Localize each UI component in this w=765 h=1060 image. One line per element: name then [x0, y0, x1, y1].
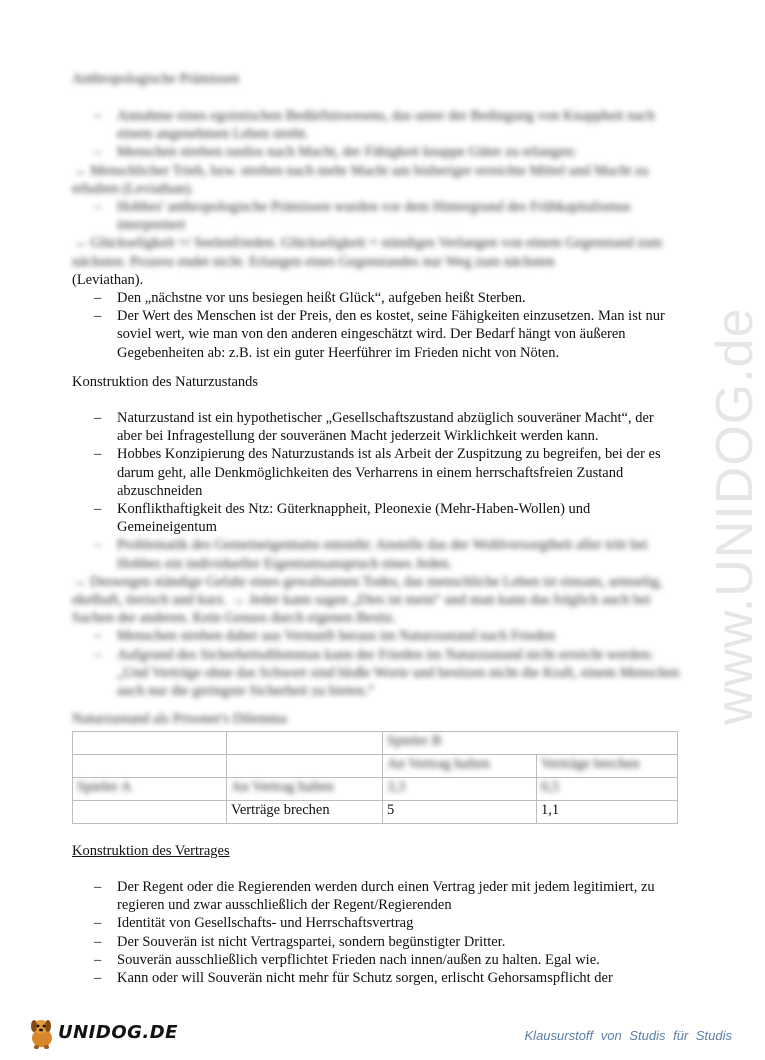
- list-item: – Der Wert des Menschen ist der Preis, den es kostet, seine Fähigkeiten einzusetzen. Man ist nur soviel wert, wie man von den anderen eingeschätzt wird. Der Bedarf hängt von äußeren Gegebenheiten ab: z.B. ist ein guter Heerführer im Frieden nicht von Nöten.: [72, 307, 682, 362]
- list-item: – Naturzustand ist ein hypothetischer „Gesellschaftszustand abzüglich souveräner Macht“, der aber bei Infragestellung der souveränen Macht jederzeit Wirklichkeit werden kann.: [72, 409, 682, 445]
- section-anthro: [72, 70, 682, 362]
- blurred-list: [72, 107, 682, 162]
- list-item: – Den „nächstne vor uns besiegen heißt Glück“, aufgeben heißt Sterben.: [72, 289, 682, 307]
- blurred-list: [72, 536, 682, 572]
- table-cell: 1,1: [537, 801, 678, 824]
- section-heading: Konstruktion des Vertrages: [72, 843, 230, 859]
- list-item: – Hobbes' anthropologische Prämissen wurden vor dem Hintergrund des Frühkapitalismus interpretiert: [72, 198, 682, 234]
- table-cell: 0,5: [537, 778, 678, 801]
- arrow-note: → Menschlicher Trieb, bzw. streben nach mehr Macht um bisheriger erreichte Mittel und Macht zu erhalten (Leviathan).: [72, 162, 649, 197]
- arrow-note: → Deswegen ständige Gefahr eines gewaltsamen Todes, das menschliche Leben ist einsam, armselig, ekelhaft, tierisch und kurz. → Jeder kann sagen „Dies ist mein“ und man kann das folglich auch bei Sachen der anderen. Kein Genuss durch eigenen Besitz.: [72, 573, 663, 627]
- table-cell: Verträge brechen: [537, 755, 678, 778]
- blurred-list: [72, 198, 682, 234]
- list-item: – Hobbes Konzipierung des Naturzustands ist als Arbeit der Zuspitzung zu begreifen, bei der es darum geht, alle Denkmöglichkeiten des Verharrens in einem herrschaftsfreien Zustand abzuschneiden: [72, 445, 682, 500]
- watermark-text: www.UNIDOG.de: [706, 307, 764, 725]
- table-row: [73, 801, 678, 824]
- list-item: – Souverän ausschließlich verpflichtet Frieden nach innen/außen zu halten. Egal wie.: [72, 951, 682, 969]
- dilemma-table: [72, 731, 678, 824]
- section-heading: Konstruktion des Naturzustands: [72, 374, 259, 390]
- list-item: – Menschen streben daher aus Vernunft heraus im Naturzustand nach Frieden: [72, 627, 682, 645]
- list-item: – Annahme eines egoistischen Bedürfniswesens, das unter der Bedingung von Knappheit nach einem angenehmen Leben strebt.: [72, 107, 682, 143]
- clear-list: [72, 289, 682, 362]
- table-cell: Spieler A: [73, 778, 227, 801]
- logo-wordmark: UNIDOG.DE: [58, 1021, 178, 1043]
- blurred-list: [72, 627, 682, 700]
- clear-list: [72, 878, 682, 987]
- table-cell: Verträge brechen: [227, 801, 383, 824]
- list-item: – Kann oder will Souverän nicht mehr für Schutz sorgen, erlischt Gehorsamspflicht der: [72, 969, 682, 987]
- list-item: – Der Souverän ist nicht Vertragspartei, sondern begünstigter Dritter.: [72, 933, 682, 951]
- list-item: – Konflikthaftigkeit des Ntz: Güterknappheit, Pleonexie (Mehr-Haben-Wollen) und Gemeineigentum: [72, 500, 682, 536]
- section-naturzustand: [72, 373, 682, 700]
- leviathan-ref: (Leviathan).: [72, 271, 144, 288]
- list-item: – Problematik des Gemeineigentums entsteht: Anstelle das der Wohlversorgtheit aller tritt bei Hobbes ein individueller Eigentumsanspruch eines Jeden.: [72, 536, 682, 572]
- table-cell: 3,3: [383, 778, 537, 801]
- table-cell: Spieler B: [383, 732, 678, 755]
- table-row: [73, 732, 678, 755]
- section-heading: Naturzustand als Prisoner's Dilemma: [72, 711, 287, 727]
- table-cell: 5: [383, 801, 537, 824]
- list-item: – Der Regent oder die Regierenden werden durch einen Vertrag jeder mit jedem legitimiert, zu regieren und zwar ausschließlich der Regent/Regierenden: [72, 878, 682, 914]
- table-cell: An Vertrag halten: [227, 778, 383, 801]
- unidog-logo: [26, 1014, 178, 1050]
- table-row: [73, 778, 678, 801]
- section-heading: Anthropologische Prämissen: [72, 71, 240, 87]
- dog-mascot-icon: [26, 1014, 56, 1050]
- table-cell: An Vertrag halten: [383, 755, 537, 778]
- footer-tagline: Klausurstoff von Studis für Studis: [524, 1028, 732, 1043]
- list-item: – Identität von Gesellschafts- und Herrschaftsvertrag: [72, 914, 682, 932]
- section-dilemma: [72, 710, 682, 824]
- table-row: [73, 755, 678, 778]
- list-item: – Aufgrund des Sicherheitsdilemmas kann der Frieden im Naturzustand nicht erreicht werden: „Und Verträge ohne das Schwert sind bloße Worte und besitzen nicht die Kraft, einem Menschen auch nur die geringste Sicherheit zu bieten.“: [72, 646, 682, 701]
- arrow-note: → Glückseligkeit =/ Seelenfrieden. Glückseligkeit = ständiges Verlangen von einem Gegenstand zum nächsten. Prozess endet nicht. Erlangen eines Gegenstandes nur Weg zum nächsten: [72, 235, 663, 270]
- section-vertrag: [72, 842, 682, 987]
- clear-list: [72, 409, 682, 536]
- list-item: – Menschen streben rastlos nach Macht, der Fähigkeit knappe Güter zu erlangen:: [72, 143, 682, 161]
